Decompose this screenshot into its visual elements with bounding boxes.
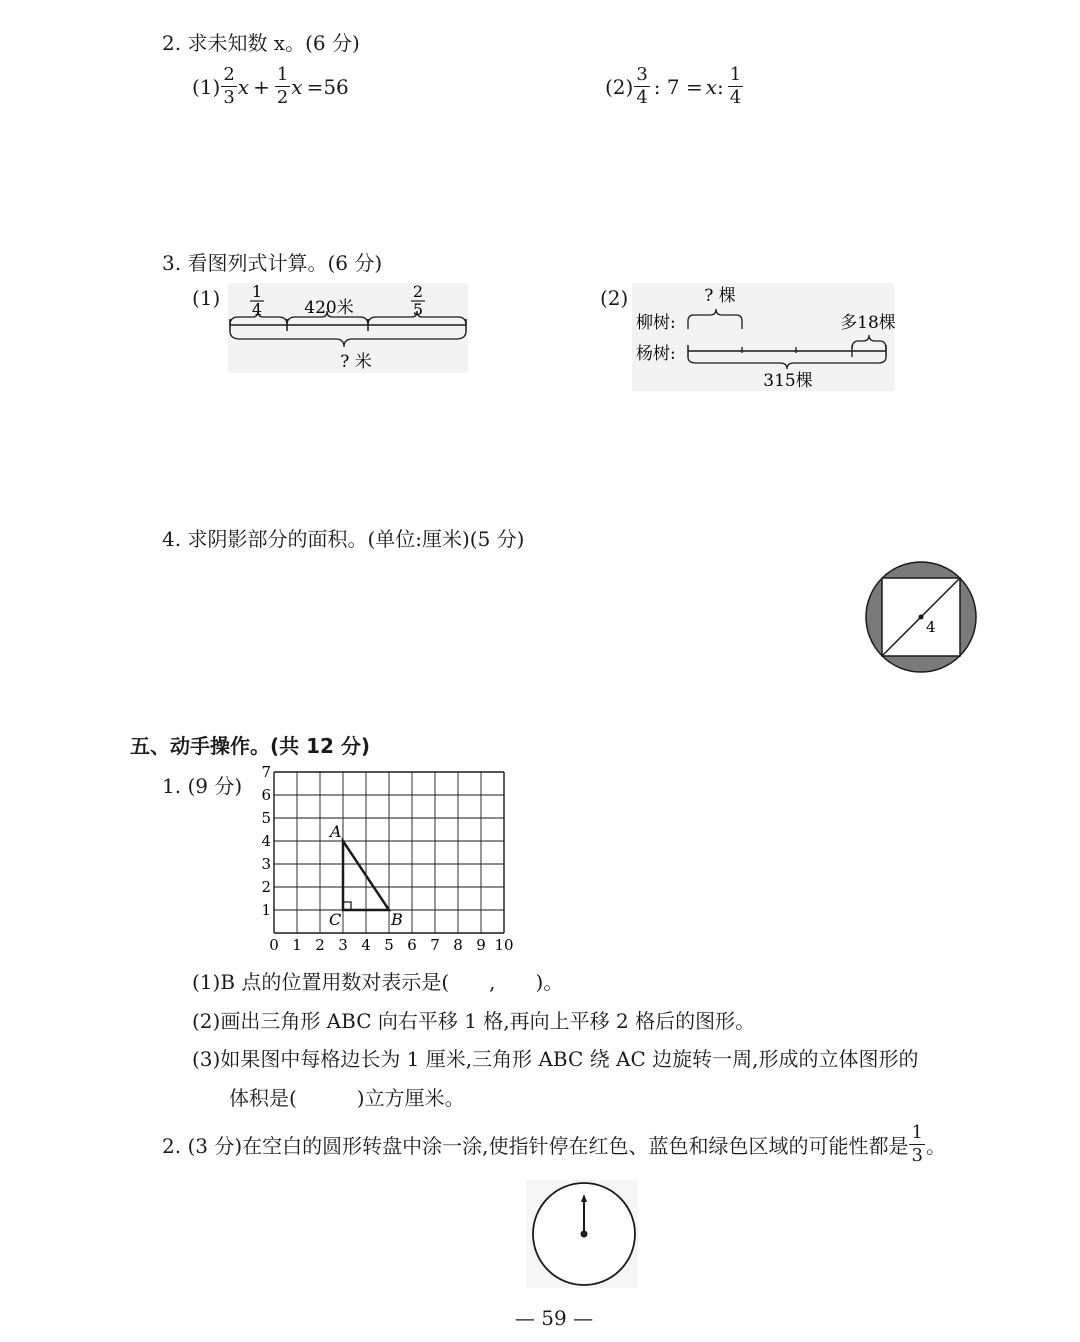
fraction — [221, 66, 236, 107]
colon: : — [717, 74, 724, 99]
q2-title: 2. 求未知数 x。(6 分) — [162, 31, 360, 55]
y-tick-label: 4 — [261, 832, 271, 850]
s5-q2-end: 。 — [925, 1134, 946, 1158]
shaded-area-figure — [864, 560, 978, 674]
ratio-middle: : 7 = — [653, 74, 703, 99]
more-label: 多18棵 — [840, 313, 896, 333]
x-tick-label: 8 — [453, 936, 463, 954]
x-tick-label: 3 — [338, 936, 348, 954]
numerator: 1 — [729, 64, 742, 85]
x-tick-label: 5 — [384, 936, 394, 954]
x-tick-label: 7 — [430, 936, 440, 954]
numerator: 1 — [276, 64, 289, 85]
s5-q1-sub3b: 体积是( )立方厘米。 — [229, 1086, 465, 1110]
dimension-label: 4 — [926, 618, 936, 636]
segment-diagram-2 — [632, 283, 894, 391]
s5-q2 — [162, 1124, 946, 1165]
segment-diagram-1 — [228, 283, 468, 373]
x-tick-label: 4 — [361, 936, 371, 954]
total-label: ? 米 — [340, 352, 372, 372]
equation-rhs: =56 — [306, 74, 349, 99]
brace-bottom — [230, 331, 466, 347]
section-5-title: 五、动手操作。(共 12 分) — [130, 734, 371, 758]
numerator: 3 — [636, 64, 648, 85]
spinner-figure — [526, 1180, 638, 1288]
q2-p2-label: (2) — [605, 74, 634, 99]
total-label: 315棵 — [763, 371, 813, 391]
page-number: — 59 — — [514, 1306, 594, 1330]
s5-q1-sub1: (1)B 点的位置用数对表示是( , )。 — [192, 970, 564, 994]
point-c-label: C — [329, 910, 342, 929]
fraction — [275, 66, 290, 107]
variable: x — [237, 74, 250, 99]
denominator: 3 — [223, 87, 235, 108]
variable: x — [291, 74, 303, 99]
row1-label: 柳树: — [636, 313, 676, 333]
numerator: 1 — [911, 1122, 923, 1143]
q2-p1-label: (1) — [192, 74, 221, 99]
y-tick-labels — [261, 763, 271, 919]
row2-label: 杨树: — [636, 344, 676, 364]
point-b-label: B — [391, 910, 403, 929]
seg1-denominator: 4 — [251, 300, 263, 319]
spinner-center — [581, 1231, 588, 1238]
seg1-numerator: 1 — [251, 282, 263, 301]
variable: x — [705, 74, 718, 99]
y-tick-label: 3 — [261, 855, 271, 873]
x-tick-label: 6 — [407, 936, 417, 954]
x-tick-label: 9 — [476, 936, 486, 954]
plus-sign: + — [253, 74, 270, 99]
center-dot — [919, 615, 924, 620]
q2-part2 — [605, 66, 744, 107]
x-tick-labels — [269, 936, 513, 954]
denominator: 3 — [911, 1145, 923, 1166]
q3-p2-label: (2) — [600, 286, 629, 310]
q2-part1 — [192, 66, 349, 107]
x-tick-label: 0 — [269, 936, 279, 954]
s5-q1-sub2: (2)画出三角形 ABC 向右平移 1 格,再向上平移 2 格后的图形。 — [192, 1009, 756, 1033]
point-a-label: A — [330, 822, 342, 841]
x-tick-label: 1 — [292, 936, 302, 954]
question-label: ? 棵 — [704, 286, 736, 306]
y-tick-label: 6 — [261, 786, 271, 804]
seg2-label: 420米 — [304, 298, 354, 318]
numerator: 2 — [223, 64, 235, 85]
q3-title: 3. 看图列式计算。(6 分) — [162, 251, 383, 275]
denominator: 4 — [636, 87, 648, 108]
fraction — [728, 66, 743, 107]
brace-total — [688, 357, 886, 369]
x-tick-label: 2 — [315, 936, 325, 954]
y-tick-label: 5 — [261, 809, 271, 827]
brace-more — [852, 335, 886, 349]
q3-p1-label: (1) — [192, 286, 221, 310]
coordinate-grid — [250, 764, 520, 954]
fraction — [634, 66, 649, 107]
y-tick-label: 1 — [261, 901, 271, 919]
y-tick-label: 2 — [261, 878, 271, 896]
denominator: 4 — [729, 87, 742, 108]
s5-q1-sub3a: (3)如果图中每格边长为 1 厘米,三角形 ABC 绕 AC 边旋转一周,形成的立体图形的 — [192, 1047, 919, 1071]
denominator: 2 — [276, 87, 289, 108]
y-tick-label: 7 — [261, 763, 271, 781]
q4-title: 4. 求阴影部分的面积。(单位:厘米)(5 分) — [162, 527, 525, 551]
seg3-denominator: 5 — [412, 300, 424, 319]
x-tick-label: 10 — [494, 936, 514, 954]
fraction — [909, 1124, 924, 1165]
s5-q2-text: 2. (3 分)在空白的圆形转盘中涂一涂,使指针停在红色、蓝色和绿色区域的可能性都是 — [162, 1134, 909, 1158]
brace-willow — [688, 309, 742, 329]
s5-q1-title: 1. (9 分) — [162, 774, 243, 798]
seg3-numerator: 2 — [412, 282, 424, 301]
